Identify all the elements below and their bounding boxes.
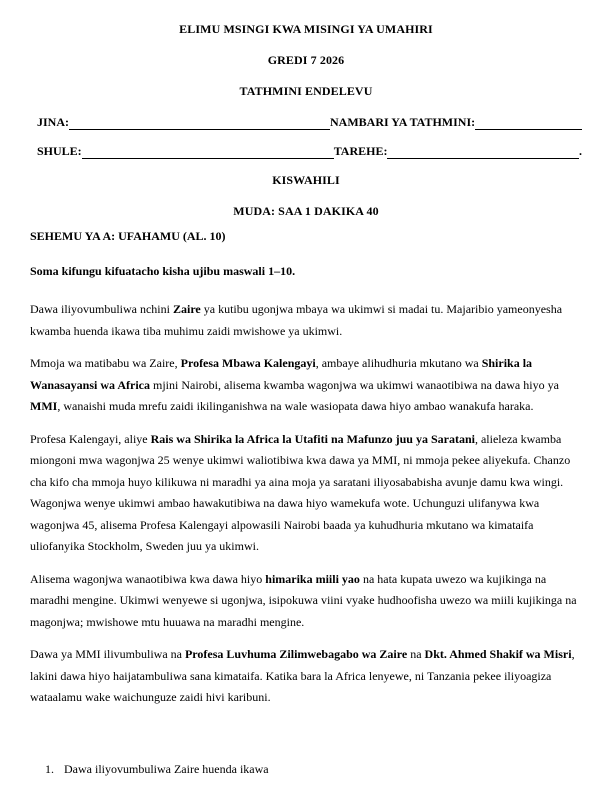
assessment-number-fill-line xyxy=(475,116,582,130)
question-text: Dawa iliyovumbuliwa Zaire huenda ikawa xyxy=(64,761,269,776)
exam-title: ELIMU MSINGI KWA MISINGI YA UMAHIRI xyxy=(179,22,433,36)
subject-heading: KISWAHILI xyxy=(272,173,340,187)
name-assessment-row xyxy=(30,115,582,130)
passage-paragraph-4: Alisema wagonjwa wanaotibiwa kwa dawa hiyo himarika miili yao na hata kupata uwezo wa kujikinga na maradhi mengine. Ukimwi wenyewe si ugonjwa, isipokuwa viini vyake hudhoofisha uwezo wa miili kujikinga na magonjwa; mwishowe mtu huuawa na maradhi mengine. xyxy=(30,571,577,629)
assessment-type-title: TATHMINI ENDELEVU xyxy=(239,84,373,98)
question-number: 1. xyxy=(45,761,54,776)
section-heading: SEHEMU YA A: UFAHAMU (AL. 10) xyxy=(30,229,226,243)
question-item-1 xyxy=(30,759,582,780)
name-fill-line xyxy=(69,116,330,130)
passage-paragraph-2: Mmoja wa matibabu wa Zaire, Profesa Mbawa Kalengayi, ambaye alihudhuria mkutano wa Shirika la Wanasayansi wa Africa mjini Nairobi, alisema kwamba wagonjwa wa ukimwi wanaotibiwa na dawa hiyo ya MMI, wanaishi muda mrefu zaidi ikilinganishwa na wale wasiopata dawa hiyo ambao wanakufa haraka. xyxy=(30,356,559,413)
date-line-suffix: . xyxy=(579,144,582,158)
school-fill-line xyxy=(82,145,334,159)
passage-paragraph-5: Dawa ya MMI ilivumbuliwa na Profesa Luvhuma Zilimwebagabo wa Zaire na Dkt. Ahmed Shakif wa Misri, lakini dawa hiyo haijatambuliwa sana kimataifa. Katika bara la Africa lenyewe, ni Tanzania pekee iliyoagiza wataalamu wake waichunguze zaidi hivi karibuni. xyxy=(30,647,575,704)
grade-title: GREDI 7 2026 xyxy=(267,53,345,67)
school-label: SHULE: xyxy=(37,144,82,158)
assessment-number-label: NAMBARI YA TATHMINI: xyxy=(330,115,476,129)
date-label: TAREHE: xyxy=(333,144,388,158)
passage-instruction: Soma kifungu kifuatacho kisha ujibu maswali 1–10. xyxy=(30,264,296,278)
passage-paragraph-3: Profesa Kalengayi, aliye Rais wa Shirika la Africa la Utafiti na Mafunzo juu ya Saratani, alieleza kwamba miongoni mwa wagonjwa 25 wenye ukimwi waliotibiwa kwa dawa ya MMI, ni mmoja pekee aliyekufa. Chanzo cha kifo cha mmoja huyo kilikuwa ni maradhi ya aina moja ya saratani iliyosababisha avunje damu kwa wingi. Wagonjwa wenye ukimwi ambao hawakutibiwa na dawa hiyo wamekufa wote. Uchunguzi ulifanywa kwa wagonjwa 45, alisema Profesa Kalengayi alpowasili Nairobi baada ya kuhudhuria mkutano wa kimataifa uliofanyika Stockholm, Sweden juu ya ukimwi. xyxy=(30,431,571,553)
passage-paragraph-1: Dawa iliyovumbuliwa nchini Zaire ya kutibu ugonjwa mbaya wa ukimwi si madai tu. Majaribio yameonyesha kwamba huenda ikawa tiba muhimu zaidi mwishowe ya ukimwi. xyxy=(30,302,563,338)
date-fill-line xyxy=(387,145,579,159)
name-label: JINA: xyxy=(37,115,69,129)
school-date-row xyxy=(30,144,582,159)
duration-heading: MUDA: SAA 1 DAKIKA 40 xyxy=(233,204,379,218)
